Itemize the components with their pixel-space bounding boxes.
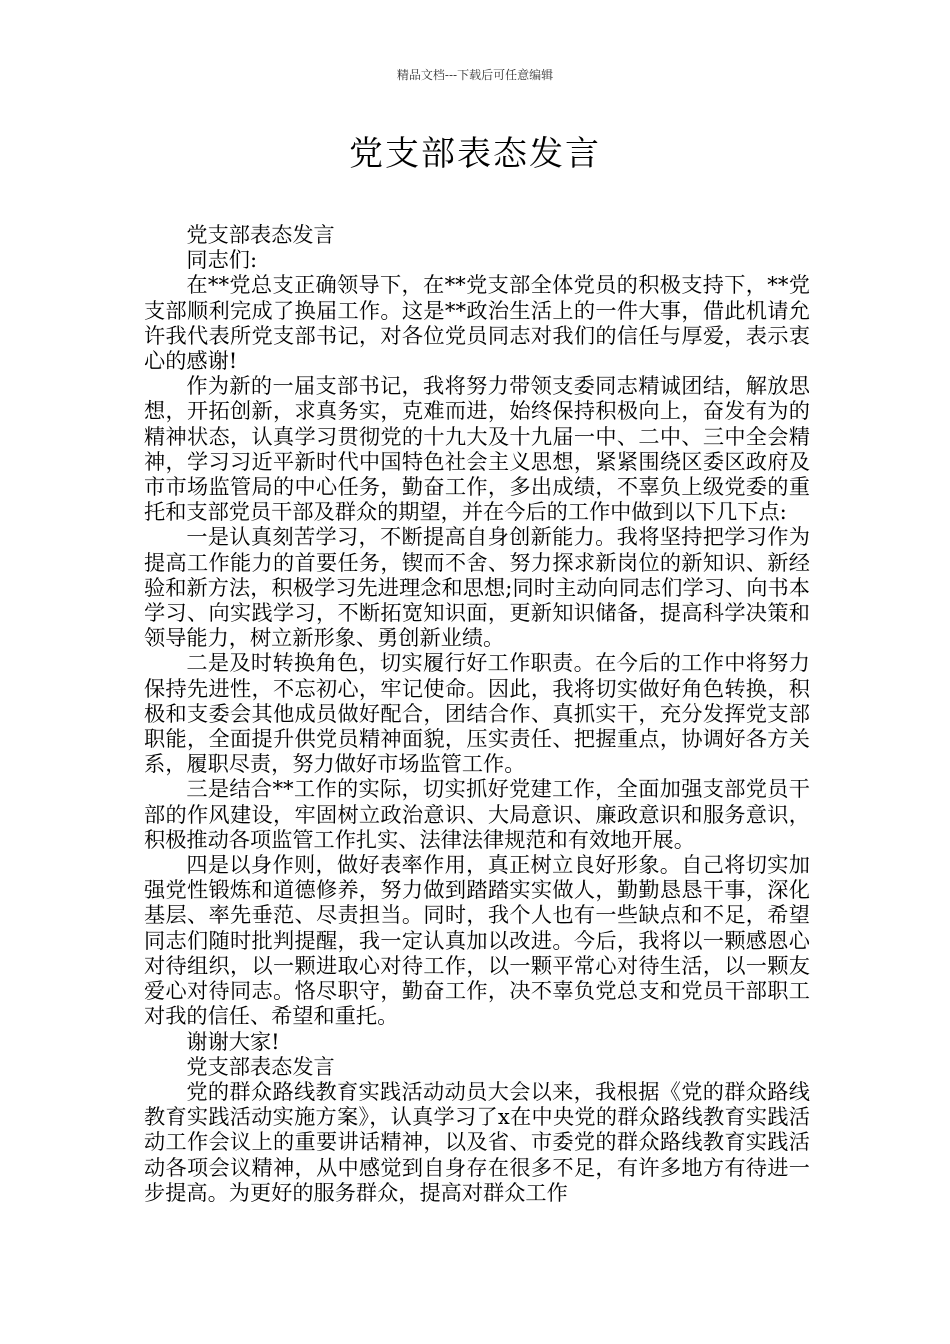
paragraph-subtitle: 党支部表态发言: [186, 222, 335, 247]
paragraph-salutation: 同志们:: [186, 247, 258, 273]
paragraph: 三是结合**工作的实际，切实抓好党建工作，全面加强支部党员干部的作风建设，牢固树立政治意识、大局意识、廉政意识和服务意识，积极推动各项监管工作扎实、法律法律规范和有效地开展。: [144, 776, 810, 852]
paragraph-subtitle-2: 党支部表态发言: [186, 1053, 335, 1079]
document-body: [144, 222, 810, 1205]
paragraph: 四是以身作则，做好表率作用，真正树立良好形象。自己将切实加强党性锻炼和道德修养，努力做到踏踏实实做人，勤勤恳恳干事，深化基层、率先垂范、尽责担当。同时，我个人也有一些缺点和不足，希望同志们随时批判提醒，我一定认真加以改进。今后，我将以一颗感恩心对待组织，以一颗进取心对待工作，以一颗平常心对待生活，以一颗友爱心对待同志。恪尽职守，勤奋工作，决不辜负党总支和党员干部职工对我的信任、希望和重托。: [144, 852, 810, 1029]
paragraph: 一是认真刻苦学习，不断提高自身创新能力。我将坚持把学习作为提高工作能力的首要任务，锲而不舍、努力探求新岗位的新知识、新经验和新方法，积极学习先进理念和思想;同时主动向同志们学习、向书本学习、向实践学习，不断拓宽知识面，更新知识储备，提高科学决策和领导能力，树立新形象、勇创新业绩。: [144, 524, 810, 651]
document-title: 党支部表态发言: [349, 134, 601, 174]
paragraph: 在**党总支正确领导下，在**党支部全体党员的积极支持下，**党支部顺利完成了换届工作。这是**政治生活上的一件大事，借此机请允许我代表所党支部书记，对各位党员同志对我们的信任与厚爱，表示衷心的感谢!: [144, 272, 810, 374]
paragraph: 党的群众路线教育实践活动动员大会以来，我根据《党的群众路线教育实践活动实施方案》，认真学习了x在中央党的群众路线教育实践活动工作会议上的重要讲话精神，以及省、市委党的群众路线教育实践活动各项会议精神，从中感觉到自身存在很多不足，有许多地方有待进一步提高。为更好的服务群众，提高对群众工作: [144, 1078, 810, 1205]
header-note: 精品文档---下载后可任意编辑: [396, 68, 554, 82]
paragraph-thanks: 谢谢大家!: [186, 1028, 280, 1054]
paragraph: 二是及时转换角色，切实履行好工作职责。在今后的工作中将努力保持先进性，不忘初心，牢记使命。因此，我将切实做好角色转换，积极和支委会其他成员做好配合，团结合作、真抓实干，充分发挥党支部职能，全面提升供党员精神面貌，压实责任、把握重点，协调好各方关系，履职尽责，努力做好市场监管工作。: [144, 650, 810, 777]
paragraph: 作为新的一届支部书记，我将努力带领支委同志精诚团结，解放思想，开拓创新，求真务实，克难而进，始终保持积极向上，奋发有为的精神状态，认真学习贯彻党的十九大及十九届一中、二中、三中全会精神，学习习近平新时代中国特色社会主义思想，紧紧围绕区委区政府及市市场监管局的中心任务，勤奋工作，多出成绩，不辜负上级党委的重托和支部党员干部及群众的期望，并在今后的工作中做到以下几下点:: [144, 373, 810, 525]
